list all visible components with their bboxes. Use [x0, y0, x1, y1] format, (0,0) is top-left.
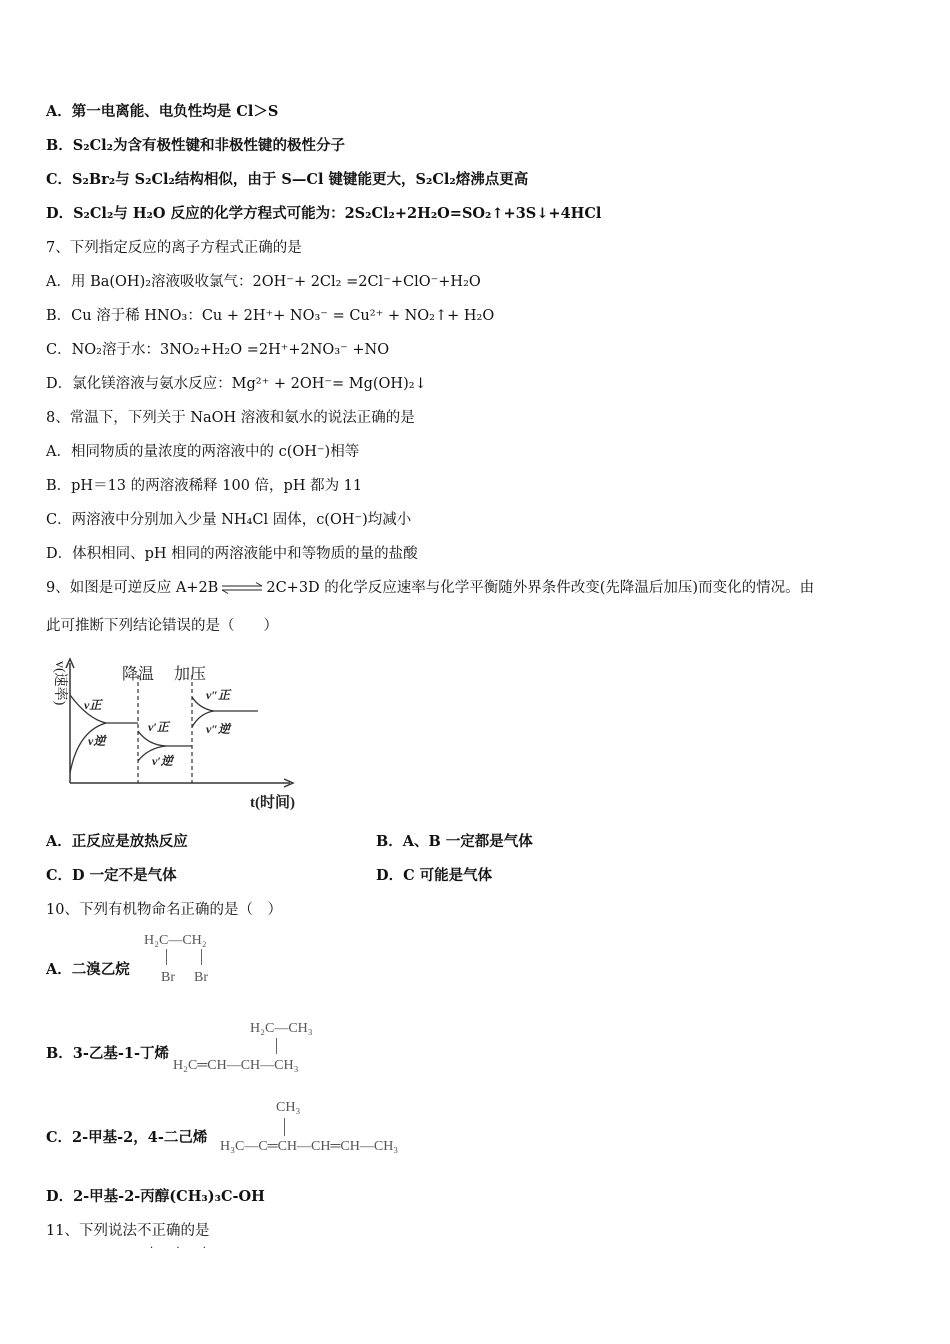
- equilibrium-arrow-icon: [220, 581, 264, 595]
- q7-option-c: C．NO₂溶于水：3NO₂+H₂O =2H⁺+2NO₃⁻ +NO: [46, 342, 390, 358]
- y-axis-label: v(速率): [52, 661, 67, 706]
- label-v1-forward: v′正: [148, 720, 169, 734]
- q9-stem-line2: 此可推断下列结论错误的是（ ）: [46, 618, 278, 634]
- structure-a-br1: Br: [161, 970, 175, 985]
- curve-v-reverse: [70, 723, 106, 773]
- q10-option-d: D．2-甲基-2-丙醇(CH₃)₃C-OH: [46, 1188, 265, 1205]
- emphasis-dots: · · ·: [150, 1243, 216, 1254]
- structure-b-main: H₂C═CH—CH—CH₃: [173, 1058, 299, 1073]
- bond-c-1: [284, 1118, 285, 1136]
- q10-stem: 10、下列有机物命名正确的是（ ）: [46, 902, 282, 918]
- q10-option-a: A．二溴乙烷: [46, 961, 130, 978]
- q7-stem: 7、下列指定反应的离子方程式正确的是: [46, 240, 302, 256]
- q6-option-a: A．第一电离能、电负性均是 Cl＞S: [46, 103, 279, 120]
- label-v-reverse: v逆: [88, 734, 106, 748]
- q9-option-d: D．C 可能是气体: [376, 867, 493, 884]
- q9-stem-after: 2C+3D 的化学反应速率与化学平衡随外界条件改变(先降温后加压)而变化的情况。由: [266, 580, 815, 596]
- label-v2-reverse: v″逆: [206, 722, 230, 736]
- q8-option-d: D．体积相同、pH 相同的两溶液能中和等物质的量的盐酸: [46, 546, 418, 562]
- x-axis-label: t(时间): [250, 795, 295, 811]
- q7-option-d: D．氯化镁溶液与氨水反应：Mg²⁺ + 2OH⁻= Mg(OH)₂↓: [46, 376, 427, 392]
- q10-option-c: C．2-甲基-2，4-二己烯: [46, 1129, 208, 1146]
- bond-a-1: [166, 949, 167, 965]
- bond-b-1: [276, 1038, 277, 1054]
- structure-b-top: H₂C—CH₃: [250, 1021, 313, 1036]
- structure-a-top: H₂C—CH₂: [144, 933, 207, 948]
- rate-time-graph: [44, 655, 306, 815]
- curve-v-forward: [70, 695, 138, 723]
- q9-stem-before: 9、如图是可逆反应 A+2B: [46, 580, 219, 596]
- q8-option-b: B．pH＝13 的两溶液稀释 100 倍，pH 都为 11: [46, 478, 363, 494]
- q7-option-b: B．Cu 溶于稀 HNO₃：Cu + 2H⁺+ NO₃⁻ = Cu²⁺ + NO₂↑+ H₂O: [46, 308, 495, 324]
- q9-option-a: A．正反应是放热反应: [46, 833, 188, 850]
- structure-a-br2: Br: [194, 970, 208, 985]
- stage-label-cooling: 降温: [122, 666, 155, 683]
- q6-option-d: D．S₂Cl₂与 H₂O 反应的化学方程式可能为：2S₂Cl₂+2H₂O=SO₂↑+3S↓+4HCl: [46, 205, 602, 222]
- q8-option-a: A．相同物质的量浓度的两溶液中的 c(OH⁻)相等: [46, 444, 360, 460]
- structure-c-main: H₃C—C═CH—CH═CH—CH₃: [220, 1139, 399, 1154]
- q7-option-a: A．用 Ba(OH)₂溶液吸收氯气：2OH⁻+ 2Cl₂ =2Cl⁻+ClO⁻+H₂O: [46, 274, 481, 290]
- structure-c-top: CH₃: [276, 1100, 301, 1115]
- q9-stem: [46, 578, 814, 598]
- q8-stem: 8、常温下，下列关于 NaOH 溶液和氨水的说法正确的是: [46, 410, 415, 426]
- q6-option-c: C．S₂Br₂与 S₂Cl₂结构相似，由于 S—Cl 键键能更大，S₂Cl₂熔沸点更高: [46, 171, 529, 188]
- label-v1-reverse: v′逆: [152, 754, 173, 768]
- bond-a-2: [201, 949, 202, 965]
- q10-option-b: B．3-乙基-1-丁烯: [46, 1045, 169, 1062]
- stage-label-pressure: 加压: [174, 666, 207, 683]
- q6-option-b: B．S₂Cl₂为含有极性键和非极性键的极性分子: [46, 137, 345, 154]
- q8-option-c: C．两溶液中分别加入少量 NH₄Cl 固体，c(OH⁻)均减小: [46, 512, 412, 528]
- q11-stem: 11、下列说法不正确的是: [46, 1223, 210, 1239]
- q9-option-c: C．D 一定不是气体: [46, 867, 177, 884]
- q9-option-b: B．A、B 一定都是气体: [376, 833, 533, 850]
- label-v2-forward: v″正: [206, 688, 230, 702]
- label-v-forward: v正: [84, 698, 102, 712]
